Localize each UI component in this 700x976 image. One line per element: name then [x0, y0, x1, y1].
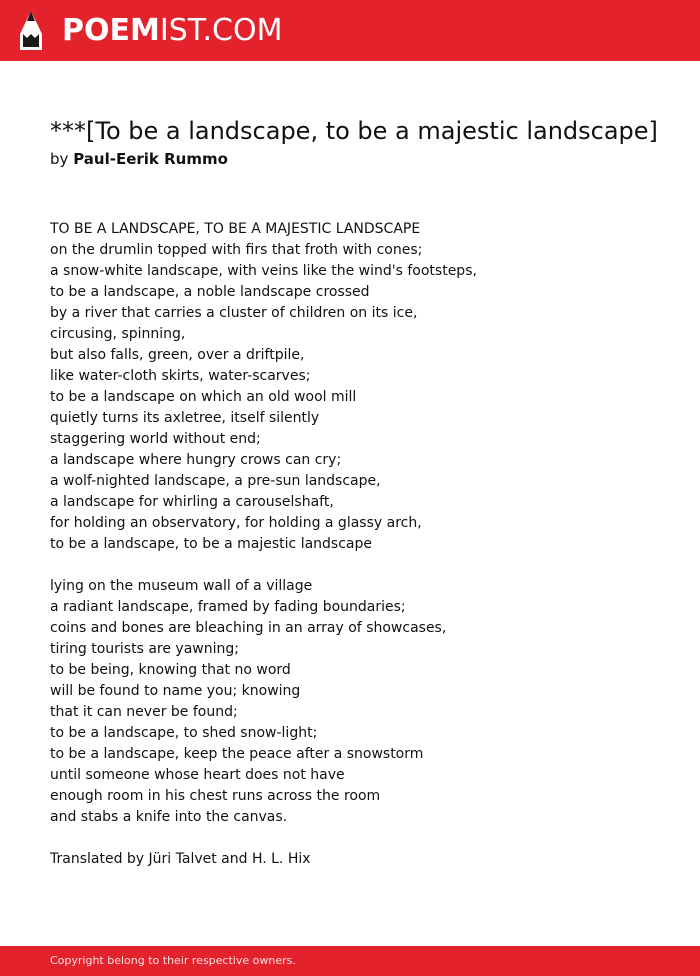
poem-line: circusing, spinning,	[50, 326, 186, 342]
stanza-break	[50, 555, 477, 576]
poem-line: to be a landscape, to be a majestic landscape	[50, 536, 373, 552]
site-footer	[0, 946, 700, 976]
site-logo[interactable]	[18, 10, 282, 52]
poem-line: lying on the museum wall of a village	[50, 578, 313, 594]
stanza-2	[50, 576, 477, 828]
copyright-notice: Copyright belong to their respective owners.	[50, 954, 296, 967]
poem-author: Paul-Eerik Rummo	[73, 150, 228, 168]
stanza-1	[50, 219, 477, 555]
poem-line: that it can never be found;	[50, 704, 238, 720]
poem-line: a wolf-nighted landscape, a pre-sun landscape,	[50, 473, 381, 489]
translation-credit: Translated by Jüri Talvet and H. L. Hix	[50, 851, 311, 867]
byline-prefix: by	[50, 150, 69, 168]
poem-line: coins and bones are bleaching in an array of showcases,	[50, 620, 447, 636]
poem-line: until someone whose heart does not have	[50, 767, 345, 783]
poem-line: a radiant landscape, framed by fading boundaries;	[50, 599, 406, 615]
poem-line: to be being, knowing that no word	[50, 662, 291, 678]
poem-line: to be a landscape, to shed snow-light;	[50, 725, 318, 741]
poem-line: tiring tourists are yawning;	[50, 641, 239, 657]
poem-line: on the drumlin topped with firs that froth with cones;	[50, 242, 423, 258]
poem-line: TO BE A LANDSCAPE, TO BE A MAJESTIC LANDSCAPE	[50, 221, 421, 237]
poem-body	[50, 219, 477, 870]
poem-line: a landscape where hungry crows can cry;	[50, 452, 342, 468]
logo-wordmark	[62, 11, 282, 51]
poem-title: ***[To be a landscape, to be a majestic landscape]	[50, 117, 658, 145]
poem-line: but also falls, green, over a driftpile,	[50, 347, 305, 363]
logo-wordmark-light: IST.COM	[159, 13, 283, 48]
poem-byline	[50, 149, 228, 169]
pencil-tip-icon	[18, 10, 44, 52]
poem-line: a snow-white landscape, with veins like the wind's footsteps,	[50, 263, 477, 279]
poem-line: and stabs a knife into the canvas.	[50, 809, 288, 825]
poem-line: to be a landscape, keep the peace after a snowstorm	[50, 746, 424, 762]
poem-line: will be found to name you; knowing	[50, 683, 301, 699]
poem-line: staggering world without end;	[50, 431, 261, 447]
poem-line: quietly turns its axletree, itself silently	[50, 410, 320, 426]
poem-line: a landscape for whirling a carouselshaft,	[50, 494, 334, 510]
site-header	[0, 0, 700, 61]
stanza-break	[50, 828, 477, 849]
poem-line: to be a landscape on which an old wool mill	[50, 389, 357, 405]
poem-line: like water-cloth skirts, water-scarves;	[50, 368, 311, 384]
poem-line: enough room in his chest runs across the room	[50, 788, 381, 804]
poem-line: by a river that carries a cluster of children on its ice,	[50, 305, 418, 321]
logo-wordmark-bold: POEM	[62, 13, 160, 48]
poem-line: for holding an observatory, for holding a glassy arch,	[50, 515, 422, 531]
poem-line: to be a landscape, a noble landscape crossed	[50, 284, 370, 300]
